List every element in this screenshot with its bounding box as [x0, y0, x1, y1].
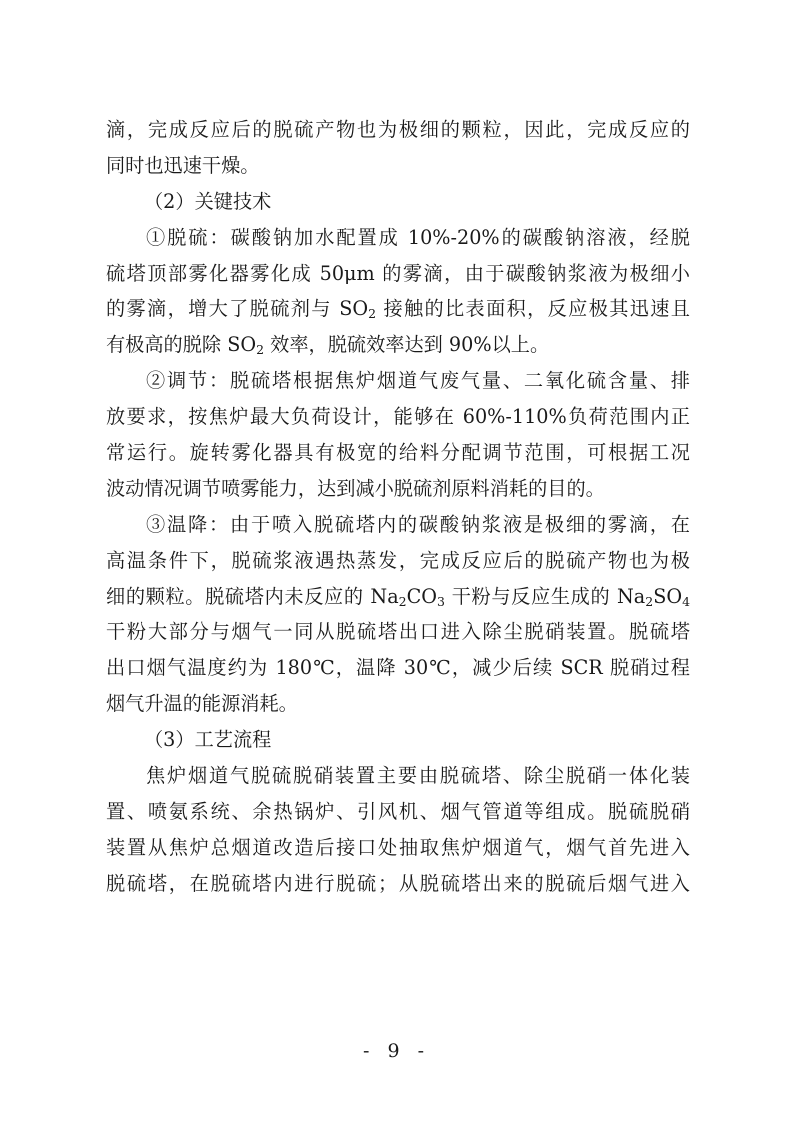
paragraph-line: 的雾滴，增大了脱硫剂与 $SO_2$ 接触的比表面积，反应极其迅速且 — [106, 297, 690, 322]
paragraph-line: 有极高的脱除 $SO_2$ 效率，脱硫效率达到 90%以上。 — [106, 333, 550, 358]
paragraph-line: 滴，完成反应后的脱硫产物也为极细的颗粒，因此，完成反应的 — [106, 118, 690, 141]
paragraph-line: ③温降：由于喷入脱硫塔内的碳酸钠浆液是极细的雾滴，在 — [146, 512, 690, 536]
paragraph-line: 波动情况调节喷雾能力，达到减小脱硫剂原料消耗的目的。 — [106, 476, 605, 500]
body-text — [106, 112, 690, 902]
paragraph-line: 装置从焦炉总烟道改造后接口处抽取焦炉烟道气，烟气首先进入 — [106, 835, 690, 859]
paragraph-line: 放要求，按焦炉最大负荷设计，能够在 60%-110%负荷范围内正 — [106, 405, 690, 429]
paragraph-line: 高温条件下，脱硫浆液遇热蒸发，完成反应后的脱硫产物也为极 — [106, 548, 690, 572]
paragraph-line: 焦炉烟道气脱硫脱硝装置主要由脱硫塔、除尘脱硝一体化装 — [146, 764, 690, 788]
paragraph-line: 置、喷氨系统、余热锅炉、引风机、烟气管道等组成。脱硫脱硝 — [106, 799, 690, 823]
section-heading: （2）关键技术 — [144, 189, 272, 213]
paragraph-line: ①脱硫：碳酸钠加水配置成 10%-20%的碳酸钠溶液，经脱 — [146, 225, 690, 249]
paragraph-line: ②调节：脱硫塔根据焦炉烟道气废气量、二氧化硫含量、排 — [146, 369, 690, 393]
paragraph-line: 同时也迅速干燥。 — [106, 153, 260, 177]
paragraph-line: 硫塔顶部雾化器雾化成 50μm 的雾滴，由于碳酸钠浆液为极细小 — [106, 261, 690, 285]
paragraph-line: 细的颗粒。脱硫塔内未反应的 $Na_2CO_3$ 干粉与反应生成的 $Na_2SO_4$ — [106, 584, 690, 609]
paragraph-line: 常运行。旋转雾化器具有极宽的给料分配调节范围，可根据工况 — [106, 441, 690, 465]
paragraph-line: 出口烟气温度约为 180℃，温降 30℃，减少后续 SCR 脱硝过程 — [106, 656, 690, 680]
paragraph-line: 烟气升温的能源消耗。 — [106, 692, 298, 716]
paragraph-line: 干粉大部分与烟气一同从脱硫塔出口进入除尘脱硝装置。脱硫塔 — [106, 620, 690, 644]
section-heading: （3）工艺流程 — [144, 728, 272, 752]
page-number: - 9 - — [362, 1040, 430, 1062]
paragraph-line: 脱硫塔，在脱硫塔内进行脱硫；从脱硫塔出来的脱硫后烟气进入 — [106, 871, 690, 895]
